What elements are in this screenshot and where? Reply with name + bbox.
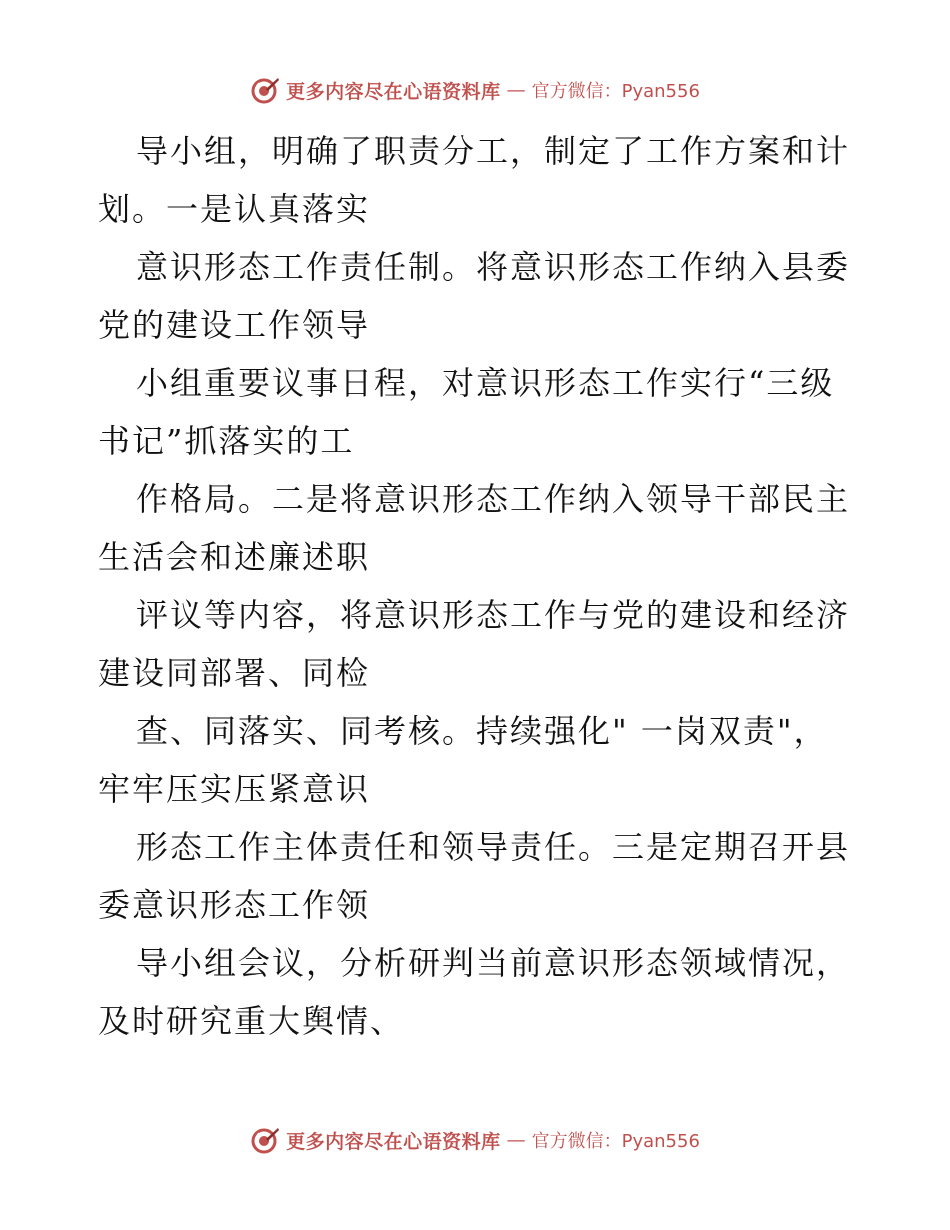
- paragraph: [98, 818, 858, 934]
- paragraph-line-2: 委意识形态工作领: [98, 886, 371, 924]
- paragraph-line-2: 划。一是认真落实: [98, 190, 371, 228]
- paragraph-line-1: 导小组，明确了职责分工，制定了工作方案和计: [136, 132, 851, 170]
- paragraph-line-1: 意识形态工作责任制。将意识形态工作纳入县委: [136, 248, 851, 286]
- paragraph-line-1: 导小组会议，分析研判当前意识形态领域情况，: [136, 944, 851, 982]
- pen-circle-logo-icon: [250, 75, 280, 105]
- paragraph: [98, 122, 858, 238]
- paragraph: [98, 354, 858, 470]
- paragraph: [98, 238, 858, 354]
- paragraph-line-1: 形态工作主体责任和领导责任。三是定期召开县: [136, 828, 851, 866]
- paragraph: [98, 470, 858, 586]
- paragraph-line-1: 查、同落实、同考核。持续强化" 一岗双责"，: [136, 712, 828, 750]
- banner-contact: 官方微信：Pyan556: [531, 1131, 700, 1152]
- banner-dash: —: [506, 1129, 526, 1151]
- paragraph: [98, 702, 858, 818]
- paragraph-line-2: 党的建设工作领导: [98, 306, 371, 344]
- paragraph-line-1: 评议等内容，将意识形态工作与党的建设和经济: [136, 596, 851, 634]
- paragraph-line-2: 书记”抓落实的工: [98, 422, 355, 460]
- paragraph: [98, 934, 858, 1050]
- paragraph-line-2: 生活会和述廉述职: [98, 538, 371, 576]
- banner-title: 更多内容尽在心语资料库: [286, 1130, 501, 1153]
- paragraph-line-2: 建设同部署、同检: [98, 654, 371, 692]
- pen-circle-logo-icon: [250, 1125, 280, 1155]
- document-body: [98, 122, 858, 1050]
- paragraph-line-2: 及时研究重大舆情、: [98, 1002, 405, 1040]
- footer-banner: [0, 1120, 950, 1160]
- header-banner: [0, 70, 950, 110]
- paragraph: [98, 586, 858, 702]
- paragraph-line-2: 牢牢压实压紧意识: [98, 770, 371, 808]
- banner-dash: —: [506, 79, 526, 101]
- banner-contact: 官方微信：Pyan556: [531, 81, 700, 102]
- banner-title: 更多内容尽在心语资料库: [286, 80, 501, 103]
- paragraph-line-1: 小组重要议事日程，对意识形态工作实行“三级: [136, 364, 835, 402]
- paragraph-line-1: 作格局。二是将意识形态工作纳入领导干部民主: [136, 480, 851, 518]
